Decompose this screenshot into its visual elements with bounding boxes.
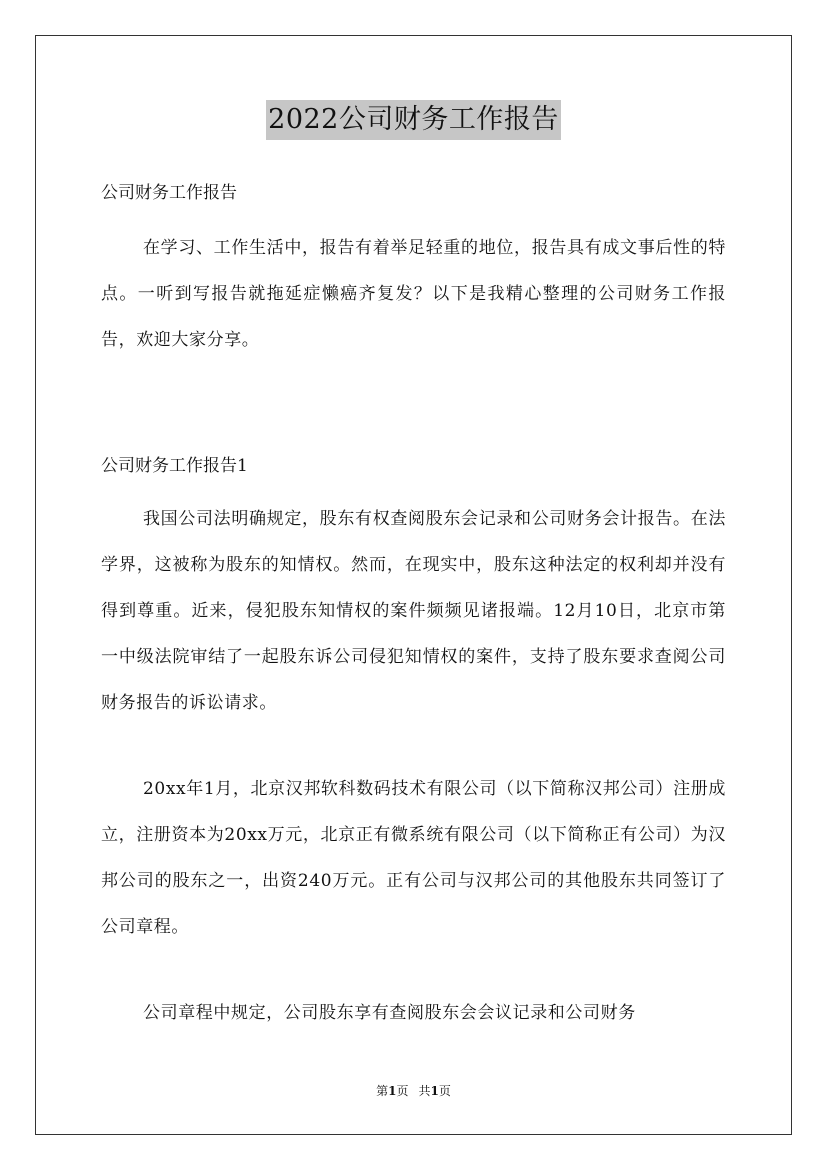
- page-footer: [0, 1083, 827, 1099]
- document-title: 2022公司财务工作报告: [266, 100, 561, 140]
- paragraph-intro: 在学习、工作生活中，报告有着举足轻重的地位，报告具有成文事后性的特点。一听到写报告就拖延症懒癌齐复发？以下是我精心整理的公司财务工作报告，欢迎大家分享。: [101, 238, 726, 350]
- section-heading-intro: 公司财务工作报告: [101, 183, 237, 203]
- section-heading-report-1: 公司财务工作报告1: [101, 456, 248, 476]
- paragraph-report-1-p1: 我国公司法明确规定，股东有权查阅股东会记录和公司财务会计报告。在法学界，这被称为股东的知情权。然而，在现实中，股东这种法定的权利却并没有得到尊重。近来，侵犯股东知情权的案件频频见诸报端。12月10日，北京市第一中级法院审结了一起股东诉公司侵犯知情权的案件，支持了股东要求查阅公司财务报告的诉讼请求。: [101, 509, 726, 713]
- page-total: 共1页: [418, 1084, 451, 1098]
- title-container: [0, 100, 827, 140]
- paragraph-report-1-p2: 20xx年1月，北京汉邦软科数码技术有限公司（以下简称汉邦公司）注册成立，注册资本为20xx万元，北京正有微系统有限公司（以下简称正有公司）为汉邦公司的股东之一，出资240万元。正有公司与汉邦公司的其他股东共同签订了公司章程。: [101, 779, 726, 937]
- paragraph-report-1-p3: 公司章程中规定，公司股东享有查阅股东会会议记录和公司财务: [143, 1003, 636, 1023]
- page-number: 第1页: [376, 1084, 409, 1098]
